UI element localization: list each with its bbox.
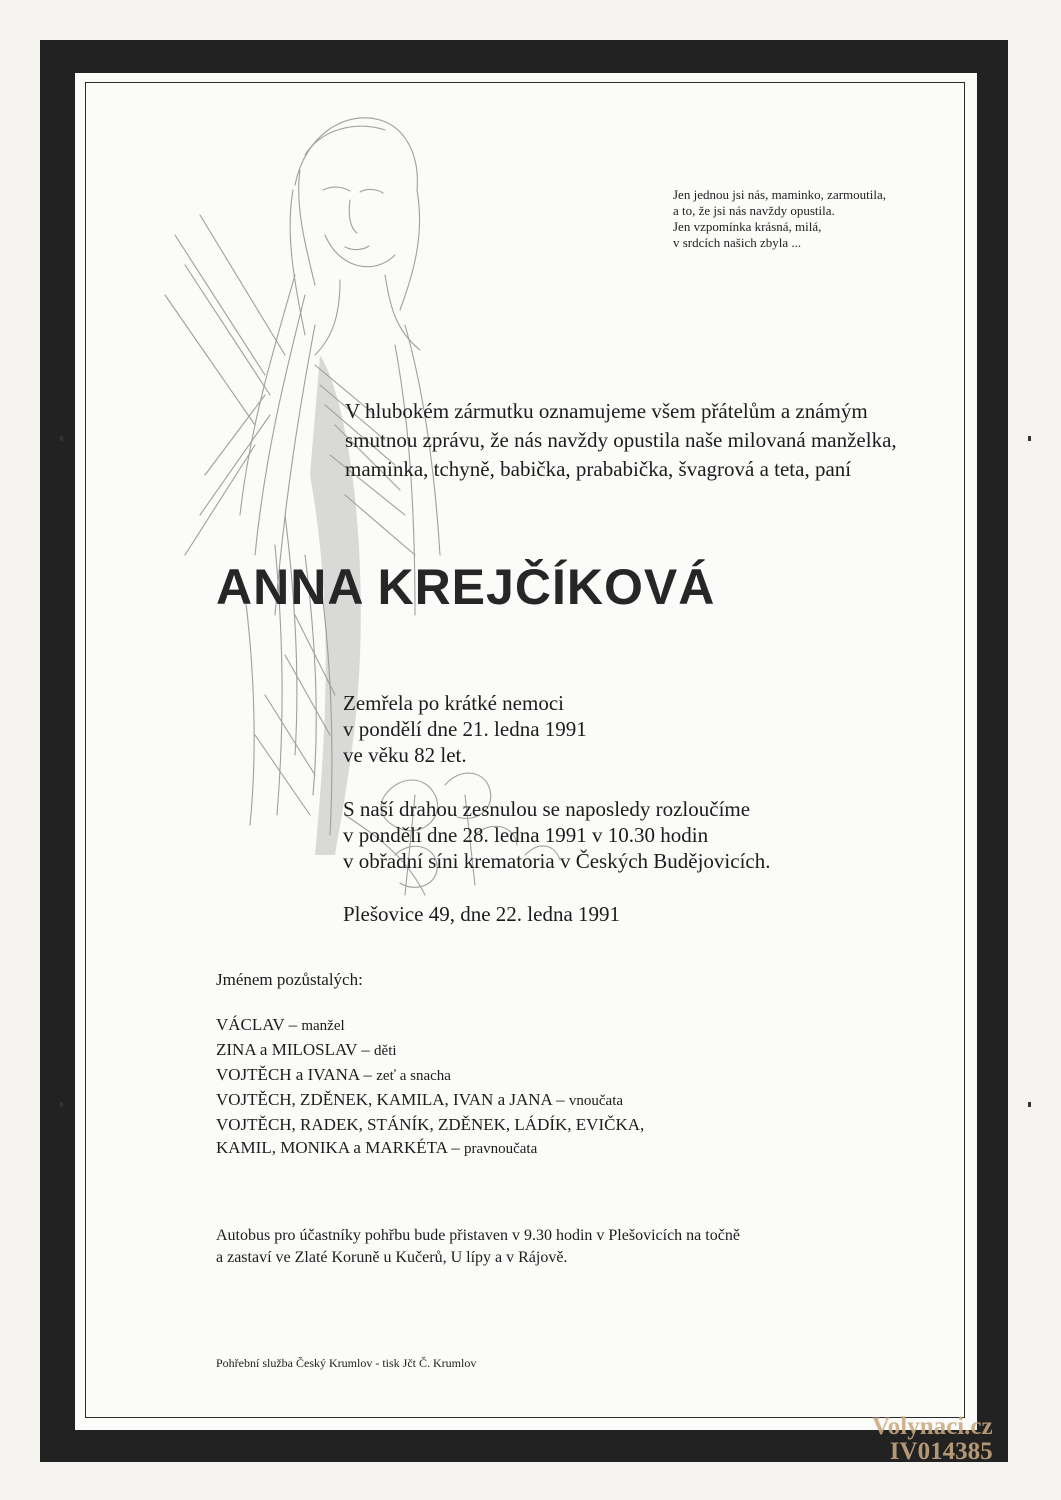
memorial-poem — [673, 187, 953, 251]
funeral-line: v pondělí dne 28. ledna 1991 v 10.30 hodin — [343, 823, 709, 847]
bereaved-heading: Jménem pozůstalých: — [216, 970, 363, 989]
watermark-site: Volynaci.cz — [872, 1413, 993, 1440]
announcement-intro — [345, 397, 965, 484]
dash: – — [551, 1090, 569, 1109]
dash: – — [284, 1015, 302, 1034]
relative-role: děti — [374, 1043, 397, 1059]
watermark-id: IV014385 — [889, 1438, 993, 1465]
bus-line: a zastaví ve Zlaté Koruně u Kučerů, U lípy a v Rájově. — [216, 1249, 568, 1266]
poem-line: Jen vzpomínka krásná, milá, — [673, 219, 822, 234]
relative-names: VOJTĚCH, ZDĚNEK, KAMILA, IVAN a JANA — [216, 1090, 552, 1109]
relative-names: ZINA a MILOSLAV — [216, 1040, 358, 1059]
relative-entry — [216, 1136, 644, 1161]
relative-names: VOJTĚCH, RADEK, STÁNÍK, ZDĚNEK, LÁDÍK, EVIČKA, — [216, 1115, 645, 1134]
dash: – — [446, 1138, 464, 1157]
poem-line: v srdcích našich zbyla ... — [673, 235, 802, 250]
relative-role: zeť a snacha — [376, 1068, 451, 1084]
funeral-line: S naší drahou zesnulou se naposledy rozloučíme — [343, 797, 751, 821]
bus-info — [216, 1225, 740, 1269]
relative-entry — [216, 1063, 644, 1088]
dash: – — [357, 1040, 375, 1059]
intro-line: smutnou zprávu, že nás navždy opustila naše milovaná manželka, — [345, 428, 897, 452]
archive-watermark — [872, 1414, 993, 1464]
relative-entry — [216, 1013, 644, 1038]
relative-entry — [216, 1113, 644, 1136]
relative-role: manžel — [301, 1018, 345, 1034]
scan-mark — [1028, 1102, 1031, 1107]
relative-names: VÁCLAV — [216, 1015, 285, 1034]
place-and-date: Plešovice 49, dne 22. ledna 1991 — [343, 902, 621, 926]
poem-line: a to, že jsi nás navždy opustila. — [673, 203, 835, 218]
relative-entry — [216, 1038, 644, 1063]
funeral-line: v obřadní síni krematoria v Českých Budějovicích. — [343, 849, 771, 873]
relative-entry — [216, 1088, 644, 1113]
bus-line: Autobus pro účastníky pohřbu bude přistaven v 9.30 hodin v Plešovicích na točně — [216, 1227, 740, 1244]
relative-names: VOJTĚCH a IVANA — [216, 1065, 360, 1084]
relatives-list — [216, 1013, 644, 1161]
relative-role: pravnoučata — [463, 1141, 538, 1157]
scan-mark — [60, 436, 63, 441]
death-details — [343, 690, 587, 768]
funeral-details — [343, 796, 771, 874]
scan-mark — [60, 1102, 63, 1107]
intro-line: maminka, tchyně, babička, prababička, švagrová a teta, paní — [345, 457, 852, 481]
relative-role: vnoučata — [568, 1093, 624, 1109]
poem-line: Jen jednou jsi nás, maminko, zarmoutila, — [673, 187, 887, 202]
death-line: v pondělí dne 21. ledna 1991 — [343, 717, 587, 741]
death-line: ve věku 82 let. — [343, 743, 467, 767]
intro-line: V hlubokém zármutku oznamujeme všem přátelům a známým — [345, 399, 868, 423]
scan-mark — [1028, 436, 1031, 441]
death-line: Zemřela po krátké nemoci — [343, 691, 564, 715]
dash: – — [359, 1065, 377, 1084]
printer-footer: Pohřební služba Český Krumlov - tisk Jčt Č. Krumlov — [216, 1356, 477, 1370]
deceased-name: ANNA KREJČÍKOVÁ — [216, 559, 716, 615]
relative-names: KAMIL, MONIKA a MARKÉTA — [216, 1138, 447, 1157]
